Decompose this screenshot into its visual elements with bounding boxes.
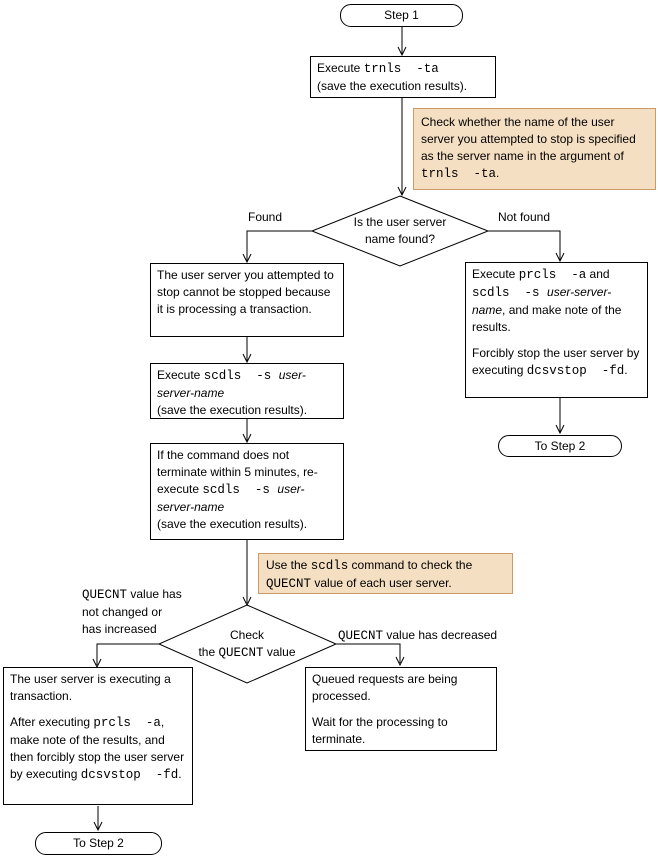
connector-quecnt-decreased-branch	[336, 644, 400, 663]
connector-found-branch	[247, 231, 312, 261]
terminal-to-step-2-right	[498, 435, 622, 457]
connector-quecnt-unchanged-branch	[97, 644, 159, 665]
process-reexecute-scdls: If the command does not terminate within 5 minutes, re-execute scdls -s user- server-name (save the execution results).	[150, 443, 344, 540]
process-user-server-transaction: The user server is executing a transaction. After executing prcls -a, make note of the results, and then forcibly stop the user server by executing dcsvstop -fd.	[3, 667, 193, 805]
process-cannot-stop: The user server you attempted to stop cannot be stopped because it is processing a transaction.	[150, 263, 344, 337]
process-prcls-scdls-forcible-stop: Execute prcls -a and scdls -s user-server-name, and make note of the results. Forcibly stop the user server by executing dcsvstop -fd.	[465, 262, 648, 398]
note-check-quecnt: Use the scdls command to check the QUECNT value of each user server.	[258, 553, 513, 594]
terminal-step-1	[340, 4, 463, 27]
branch-label-quecnt-unchanged: QUECNT value has not changed or has increased	[82, 587, 182, 636]
connector-notfound-branch	[488, 231, 560, 260]
decision-user-server-found-label: Is the user server name found?	[353, 215, 447, 246]
terminal-step-1-label: Step 1	[384, 8, 419, 22]
terminal-to-step-2-left	[35, 832, 162, 855]
process-execute-trnls: Execute trnls -ta (save the execution results).	[310, 56, 496, 98]
process-execute-scdls: Execute scdls -s user- server-name (save the execution results).	[150, 363, 344, 419]
decision-check-quecnt-label: Check the QUECNT value	[198, 628, 296, 660]
branch-label-not-found: Not found	[497, 210, 551, 224]
branch-label-found: Found	[247, 210, 283, 224]
process-queued-requests: Queued requests are being processed. Wait for the processing to terminate.	[305, 667, 497, 751]
branch-label-quecnt-decreased: QUECNT value has decreased	[338, 628, 498, 643]
note-check-server-name: Check whether the name of the user server you attempted to stop is specified as the server name in the argument of trnls -ta.	[413, 108, 656, 190]
terminal-to-step-2-right-label: To Step 2	[534, 438, 586, 453]
terminal-to-step-2-left-label: To Step 2	[73, 836, 124, 850]
